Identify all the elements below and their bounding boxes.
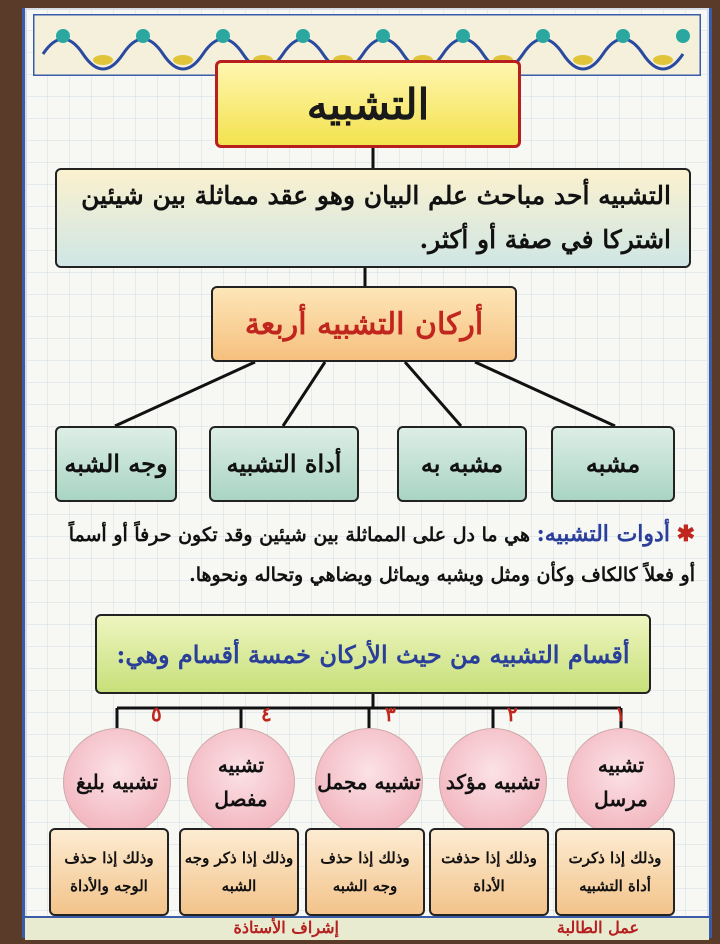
kind-number-1: ١ [615, 702, 626, 726]
kind-circle-mufassal: تشبيه مفصل [187, 728, 295, 836]
pillar-wajh-shabah: وجه الشبه [55, 426, 177, 502]
kind-number-2: ٢ [507, 702, 518, 726]
kind-number-5: ٥ [151, 702, 162, 726]
poster [22, 8, 712, 938]
kind-circle-mujmal: تشبيه مجمل [315, 728, 423, 836]
kinds-title: أقسام التشبيه من حيث الأركان خمسة أقسام وهي: [95, 614, 651, 694]
star-icon: ✱ [676, 521, 695, 547]
kind-circle-mursal: تشبيه مرسل [567, 728, 675, 836]
kind-circle-baligh: تشبيه بليغ [63, 728, 171, 836]
kind-note-mufassal: وذلك إذا ذكر وجه الشبه [179, 828, 299, 916]
kind-number-4: ٤ [261, 702, 272, 726]
kind-circle-muakkad: تشبيه مؤكد [439, 728, 547, 836]
kind-note-mujmal: وذلك إذا حذف وجه الشبه [305, 828, 425, 916]
definition-box: التشبيه أحد مباحث علم البيان وهو عقد مماثلة بين شيئين اشتركا في صفة أو أكثر. [55, 168, 691, 268]
kind-note-mursal: وذلك إذا ذكرت أداة التشبيه [555, 828, 675, 916]
tools-paragraph [49, 514, 695, 595]
page-title: التشبيه [215, 60, 521, 148]
footer-supervisor: إشراف الأستاذة [233, 918, 339, 937]
kind-number-3: ٣ [385, 702, 396, 726]
kind-note-muakkad: وذلك إذا حذفت الأداة [429, 828, 549, 916]
footer [25, 916, 709, 940]
tools-text: هي ما دل على المماثلة بين شيئين وقد تكون حرفاً أو أسماً أو فعلاً كالكاف وكأن ومثل ويشبه ويماثل ويضاهي وتحاله ونحوها. [68, 524, 695, 586]
kind-note-baligh: وذلك إذا حذف الوجه والأداة [49, 828, 169, 916]
pillar-mushabbah-bih: مشبه به [397, 426, 527, 502]
pillar-mushabbah: مشبه [551, 426, 675, 502]
footer-student: عمل الطالبة [556, 918, 639, 937]
pillar-adat-tashbih: أداة التشبيه [209, 426, 359, 502]
pillars-title: أركان التشبيه أربعة [211, 286, 517, 362]
tools-label: أدوات التشبيه: [536, 521, 670, 547]
